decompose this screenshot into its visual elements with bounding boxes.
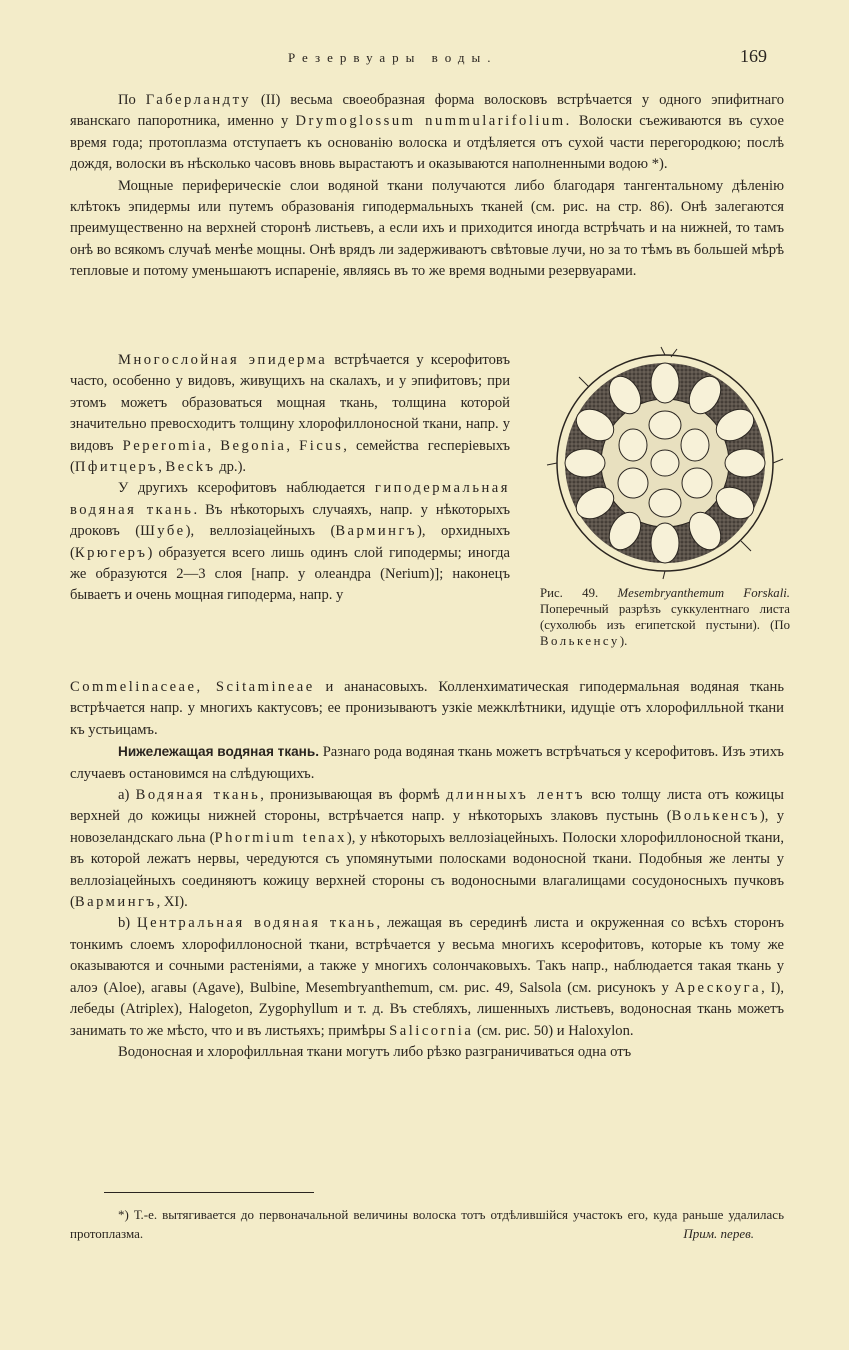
species-name: Drymoglossum nummularifolium. (295, 113, 572, 130)
section-heading: Нижележащая водяная ткань. (118, 744, 320, 760)
paragraph-1: По Габерландту (II) весьма своеобразная форма волосковъ встрѣчается у одного эпифитнаго яванскаго папоротника, именно у Drymoglossum nummularifolium. Волоски съеживаются въ сухое время года; протоплазма отступаетъ къ основанію волоска и отдѣляется отъ сухой части перегородкою; послѣ дождя, волоски въ нѣсколько часовъ вновь вырастаютъ и оказываются наполненными водою *). (70, 92, 784, 173)
caption-species: Mesembryanthemum Forskali. (617, 586, 790, 600)
footnote-signature: Прим. перев. (683, 1226, 754, 1241)
text-block-bottom (70, 677, 784, 1063)
paragraph-7: b) Центральная водяная ткань, лежащая въ серединѣ листа и окруженная со всѣхъ сторонъ тонкимъ слоемъ хлорофиллоносной ткани, встрѣчается у весьма многихъ ксерофитовъ, которые къ тому же оказываются и сочными растеніями, а также у многихъ солончаковыхъ. Такъ напр., наблюдается такая ткань у алоэ (Aloe), агавы (Agave), Bulbine, Mesembryanthemum, см. рис. 49, Salsola (см. рисунокъ у Арескоуга, I), лебеды (Atriplex), Halogeton, Zygophyllum и т. д. Въ стебляхъ, лишенныхъ листьевъ, водоносная ткань можетъ занимать то же мѣсто, что и въ листьяхъ; примѣры Salicornia (см. рис. 50) и Haloxylon. (70, 915, 784, 1039)
paragraph-3: Многослойная эпидерма встрѣчается у ксерофитовъ часто, особенно у видовъ, живущихъ на скалахъ, и у эпифитовъ; при этомъ можетъ образоваться мощная ткань, толщина которой значительно превосходитъ толщину хлорофиллоносной ткани, напр. у видовъ Peperomia, Begonia, Ficus, семейства гесперіевыхъ (Пфитцеръ, Beckъ др.). (70, 352, 511, 476)
paragraph-4: У другихъ ксерофитовъ наблюдается гиподермальная водяная ткань. Въ нѣкоторыхъ случаяхъ, напр. у нѣкоторыхъ дроковъ (Шубе), веллозіацейныхъ (Вармингъ), орхидныхъ (Крюгеръ) образуется всего лишь одинъ слой гиподермы; иногда же образуются 2—3 слоя [напр. у олеандра (Nerium)]; наконецъ бываетъ и очень мощная гиподерма, напр. у (70, 480, 511, 604)
figure-49 (540, 345, 790, 649)
paragraph-8: Водоносная и хлорофилльная ткани могутъ либо рѣзко разграничиваться одна отъ (118, 1043, 632, 1060)
text-block-wrap (70, 350, 510, 607)
running-title: Резервуары воды. (288, 50, 498, 65)
figure-caption: Рис. 49. Mesembryanthemum Forskali. Поперечный разрѣзъ суккулентнаго листа (сухолюбь изъ египетской пустыни). (По Волькенсу). (540, 586, 790, 648)
paragraph-4-continued: Commelinaceae, Scitamineae и ананасовыхъ. Колленхиматическая гиподермальная водяная ткань встрѣчается напр. у многихъ кактусовъ; ее пронизываютъ узкіе межклѣтники, идущіе отъ хлорофилльной ткани къ устьицамъ. (70, 679, 784, 738)
running-header (0, 46, 849, 76)
leaf-cross-section-illustration (545, 345, 785, 581)
footnote (70, 1205, 784, 1243)
page-number: 169 (740, 46, 767, 66)
paragraph-2: Мощные периферическіе слои водяной ткани получаются либо благодаря тангентальному дѣленію клѣтокъ эпидермы или путемъ образованія гиподермальныхъ тканей (см. рис. на стр. 86). Онѣ залегаются преимущественно на верхней сторонѣ листьевъ, а если ихъ и приходится иногда встрѣчать и на нижней, то тамъ онѣ во всякомъ случаѣ менѣе мощны. Онѣ врядъ ли задерживаютъ свѣтовые лучи, но за то тѣмъ въ большей мѣрѣ тепловые и потому уменьшаютъ испареніе, являясь въ то же время водными резервуарами. (70, 177, 784, 280)
text-block-top (70, 90, 784, 283)
footnote-text: *) Т.-е. вытягивается до первоначальной величины волоска тотъ отдѣлившійся участокъ его, куда раньше удалилась протоплазма. (70, 1207, 784, 1241)
paragraph-6: a) Водяная ткань, пронизывающая въ формѣ длинныхъ лентъ всю толщу листа отъ кожицы верхней до кожицы нижней стороны, встрѣчается напр. у нѣкоторыхъ злаковъ пустынь (Волькенсъ), у новозеландскаго льна (Phormium tenax), у нѣкоторыхъ веллозіацейныхъ. Полоски хлорофиллоносной ткани, въ которой лежатъ нервы, чередуются съ упомянутыми полосками водоносной ткани. Подобныя же ленты у веллозіацейныхъ соединяютъ кожицу верхней стороны съ водоносными влагалищами сосудоносныхъ пучковъ (Вармингъ, XI). (70, 787, 784, 911)
author-name: Габерландту (145, 92, 252, 108)
paragraph-5: Нижележащая водяная ткань. Разнаго рода водяная ткань можетъ встрѣчаться у ксерофитовъ. Изъ этихъ случаевъ остановимся на слѣдующихъ. (70, 744, 784, 782)
footnote-rule (104, 1192, 314, 1193)
